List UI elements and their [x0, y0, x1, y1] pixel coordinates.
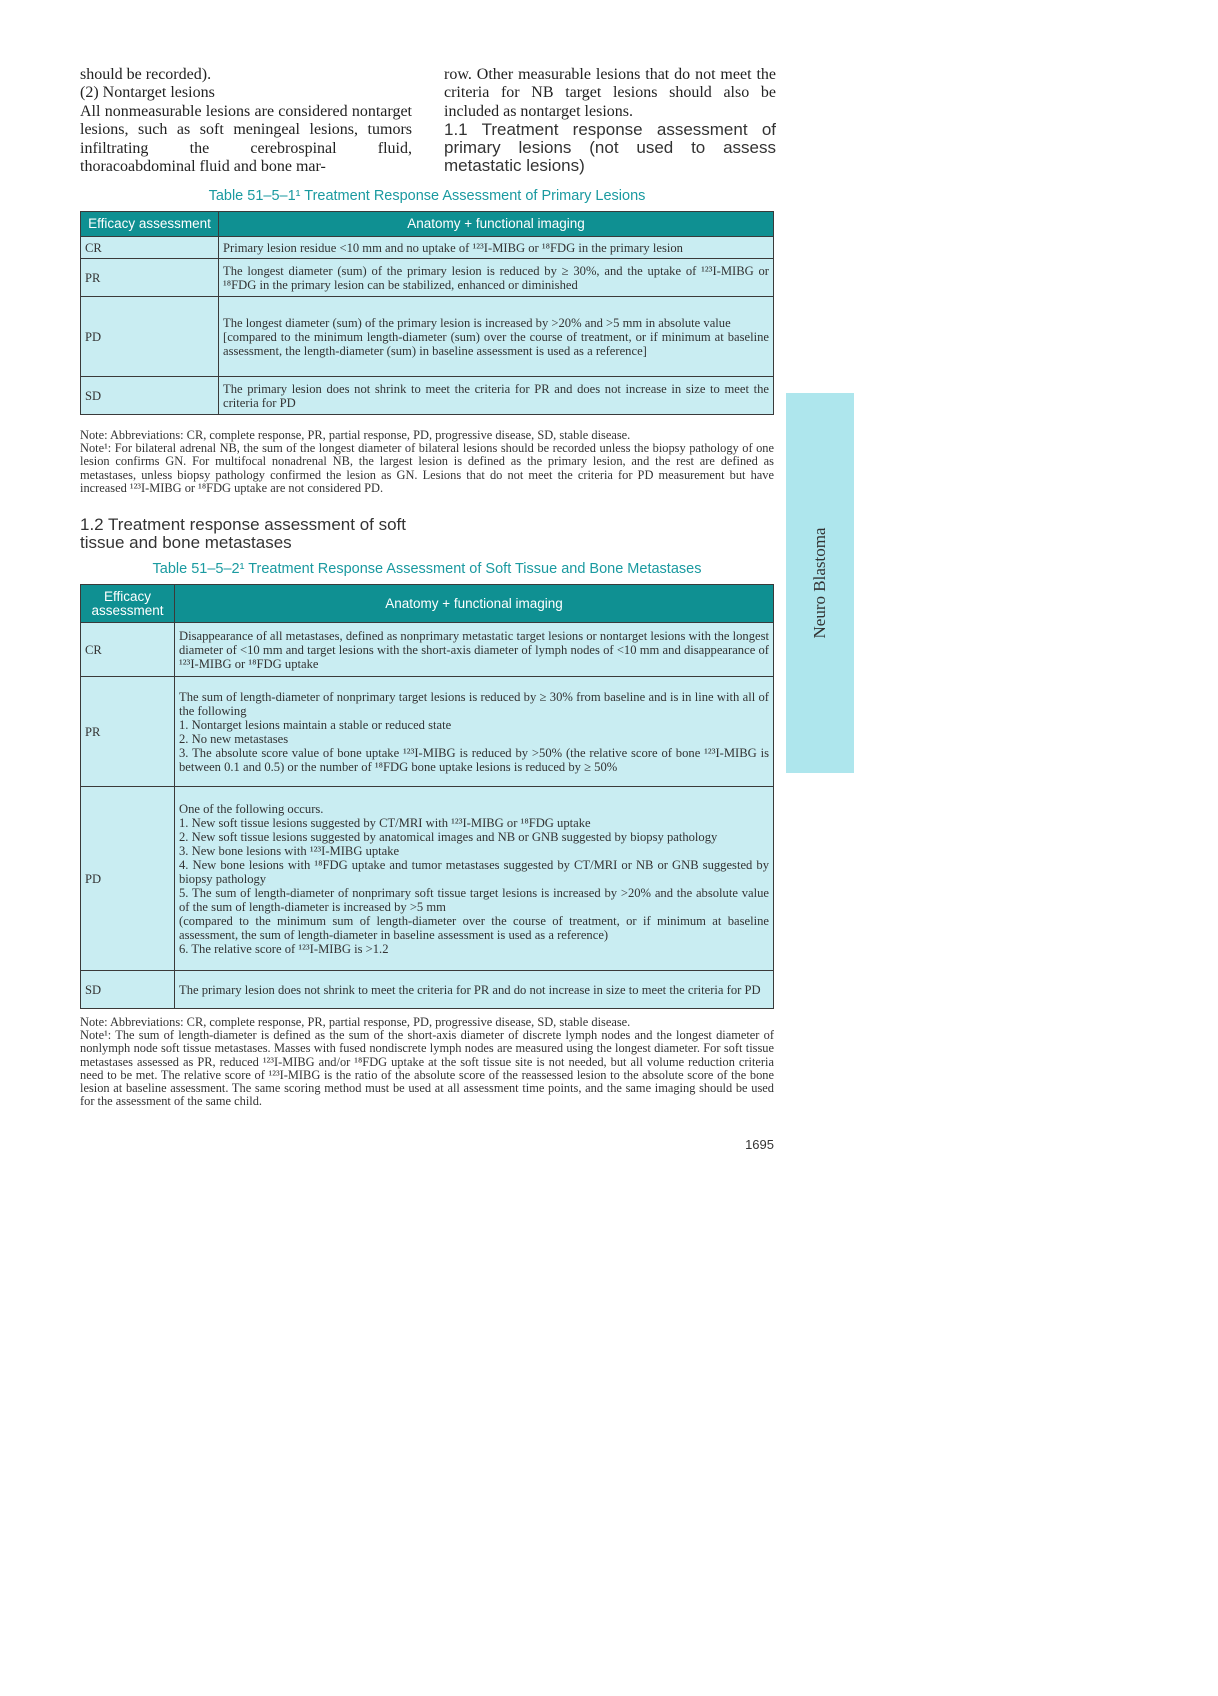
row-label: SD	[81, 971, 175, 1009]
table-caption: Table 51–5–2¹ Treatment Response Assessment of Soft Tissue and Bone Metastases	[152, 561, 702, 577]
table-header-row	[81, 585, 774, 623]
table-row	[81, 297, 774, 377]
column-header: Anatomy + functional imaging	[219, 212, 774, 237]
page-number: 1695	[745, 1137, 774, 1152]
row-label: PD	[81, 787, 175, 971]
row-description: The primary lesion does not shrink to meet the criteria for PR and does not increase in size to meet the criteria for PD	[219, 377, 774, 415]
note-line: Note: Abbreviations: CR, complete response, PR, partial response, PD, progressive disease, SD, stable disease.	[80, 428, 631, 442]
table-caption: Table 51–5–1¹ Treatment Response Assessment of Primary Lesions	[208, 188, 646, 204]
left-text-column	[80, 66, 412, 176]
row-label: PR	[81, 259, 219, 297]
table-note	[80, 1016, 774, 1108]
row-description: The longest diameter (sum) of the primary lesion is reduced by ≥ 30%, and the uptake of ¹²³I-MIBG or ¹⁸FDG in the primary lesion can be stabilized, enhanced or diminished	[219, 259, 774, 297]
row-label: PR	[81, 677, 175, 787]
note-line: Note¹: For bilateral adrenal NB, the sum of the longest diameter of bilateral lesions should be recorded unless the biopsy pathology of one lesion confirms GN. For multifocal nonadrenal NB, the largest lesion is defined as the primary lesion, and the rest are defined as metastases, unless biopsy pathology confirmed the lesion as GN. Lesions that do not meet the criteria for PD measurement but have increased ¹²³I-MIBG or ¹⁸FDG uptake are not considered PD.	[80, 441, 774, 495]
chapter-title: Neuro Blastoma	[810, 527, 829, 639]
column-header: Efficacy assessment	[81, 585, 175, 623]
row-label: SD	[81, 377, 219, 415]
table-row	[81, 971, 774, 1009]
note-line: Note¹: The sum of length-diameter is defined as the sum of the short-axis diameter of discrete lymph nodes and the longest diameter of nonlymph node soft tissue metastases. Masses with fused nondiscrete lymph nodes are measured using the longest diameter. For soft tissue metastases assessed as PR, reduced ¹²³I-MIBG and/or ¹⁸FDG uptake at the soft tissue site is not needed, but all volume reduction criteria need to be met. The relative score of ¹²³I-MIBG is the ratio of the absolute score of the reassessed lesion to the absolute score of the bone lesion at baseline assessment. The same scoring method must be used at all assessment time points, and the same imaging should be used for the assessment of the same child.	[80, 1028, 774, 1109]
paragraph: row. Other measurable lesions that do not meet the criteria for NB target lesions should also be included as nontarget lesions.	[444, 66, 776, 120]
chapter-sidebar-tab	[786, 393, 854, 773]
table-row	[81, 623, 774, 677]
text-line: (2) Nontarget lesions	[80, 84, 215, 102]
row-description: Primary lesion residue <10 mm and no uptake of ¹²³I-MIBG or ¹⁸FDG in the primary lesion	[219, 237, 774, 259]
row-description: The longest diameter (sum) of the primary lesion is increased by >20% and >5 mm in absolute value [compared to the minimum length-diameter (sum) over the course of treatment, or if minimum at baseline assessment, the length-diameter (sum) in baseline assessment is used as a reference]	[219, 297, 774, 377]
column-header: Efficacy assessment	[81, 212, 219, 237]
column-header: Anatomy + functional imaging	[175, 585, 774, 623]
text-line: should be recorded).	[80, 66, 212, 83]
section-heading: 1.2 Treatment response assessment of soft tissue and bone metastases	[80, 515, 406, 552]
row-description: The sum of length-diameter of nonprimary target lesions is reduced by ≥ 30% from baseline and is in line with all of the following 1. Nontarget lesions maintain a stable or reduced state 2. No new metastases 3. The absolute score value of bone uptake ¹²³I-MIBG is reduced by >50% (the relative score of bone ¹²³I-MIBG is between 0.1 and 0.5) or the number of ¹⁸FDG bone uptake lesions is reduced by ≥ 50%	[175, 677, 774, 787]
note-line: Note: Abbreviations: CR, complete response, PR, partial response, PD, progressive disease, SD, stable disease.	[80, 1015, 631, 1029]
row-label: CR	[81, 623, 175, 677]
row-label: CR	[81, 237, 219, 259]
table-row	[81, 377, 774, 415]
primary-lesion-table	[80, 211, 774, 415]
metastases-table	[80, 584, 774, 1009]
paragraph: All nonmeasurable lesions are considered nontarget lesions, such as soft meningeal lesions, tumors infiltrating the cerebrospinal fluid, thoracoabdominal fluid and bone mar-	[80, 102, 412, 176]
table-row	[81, 259, 774, 297]
row-description: Disappearance of all metastases, defined as nonprimary metastatic target lesions or nontarget lesions with the longest diameter of <10 mm and target lesions with the short-axis diameter of lymph nodes of <10 mm and disappearance of ¹²³I-MIBG or ¹⁸FDG uptake	[175, 623, 774, 677]
row-description: The primary lesion does not shrink to meet the criteria for PR and do not increase in size to meet the criteria for PD	[175, 971, 774, 1009]
table-row	[81, 677, 774, 787]
row-description: One of the following occurs. 1. New soft tissue lesions suggested by CT/MRI with ¹²³I-MIBG or ¹⁸FDG uptake 2. New soft tissue lesions suggested by anatomical images and NB or GNB suggested by biopsy pathology 3. New bone lesions with ¹²³I-MIBG uptake 4. New bone lesions with ¹⁸FDG uptake and tumor metastases suggested by CT/MRI or NB or GNB suggested by biopsy pathology 5. The sum of length-diameter of nonprimary soft tissue target lesions is increased by >20% and the absolute value of the sum of length-diameter is increased by >5 mm (compared to the minimum sum of length-diameter over the course of treatment, or if minimum at baseline assessment, the sum of length-diameter in baseline assessment is used as a reference) 6. The relative score of ¹²³I-MIBG is >1.2	[175, 787, 774, 971]
row-label: PD	[81, 297, 219, 377]
section-heading: 1.1 Treatment response assessment of primary lesions (not used to assess metastatic lesions)	[444, 120, 776, 176]
right-text-column	[444, 66, 776, 175]
table-note	[80, 429, 774, 495]
table-row	[81, 787, 774, 971]
table-header-row	[81, 212, 774, 237]
table-row	[81, 237, 774, 259]
